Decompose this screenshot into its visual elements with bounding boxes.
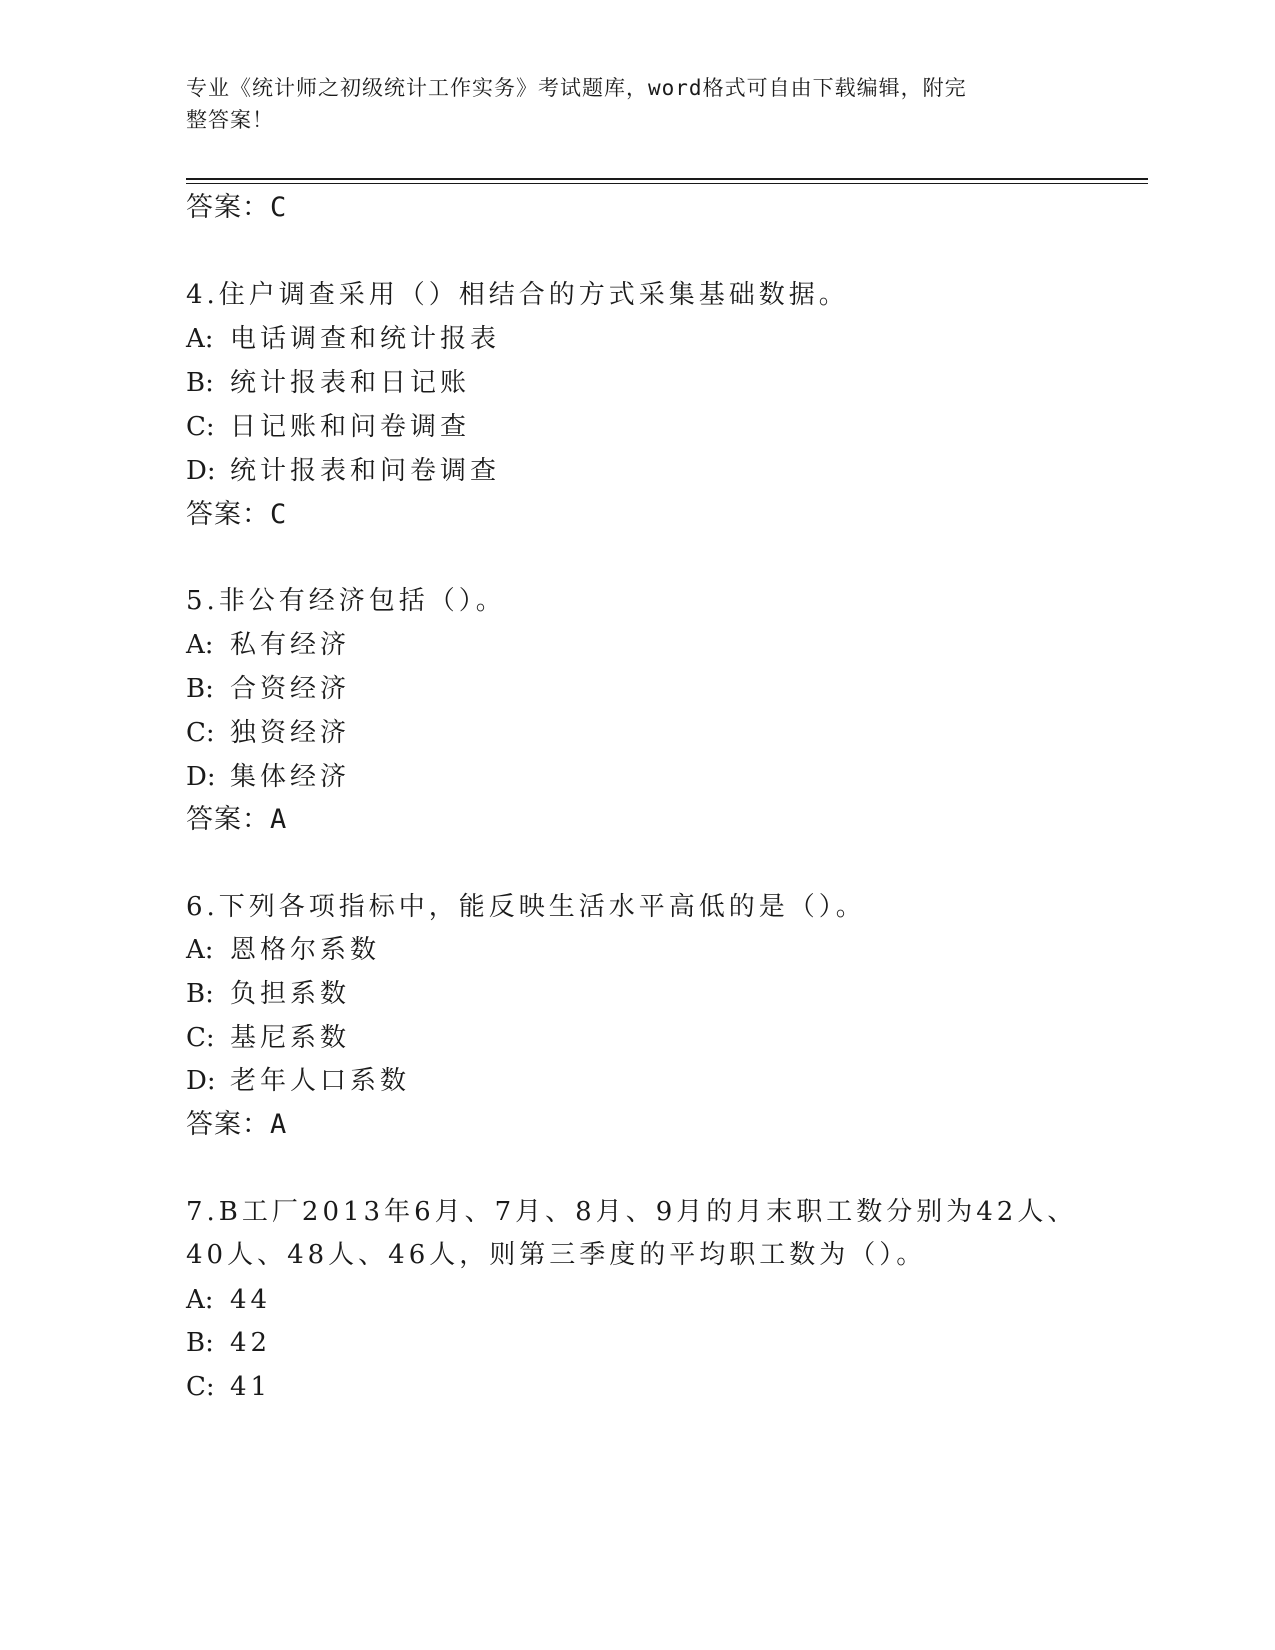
question-7-option-c: [186, 1370, 271, 1404]
question-6-answer: [186, 1108, 286, 1142]
answer-label: 答案：: [186, 192, 270, 223]
question-7-stem-line-2: 40人、48人、46人，则第三季度的平均职工数为（）。: [186, 1240, 927, 1270]
question-4-option-c: [186, 410, 470, 444]
answer-label: 答案：: [186, 804, 270, 835]
option-key: A:: [186, 324, 214, 354]
option-text: 基尼系数: [230, 1023, 351, 1053]
option-text: 统计报表和问卷调查: [230, 456, 501, 486]
option-key: B:: [186, 979, 214, 1009]
option-key: B:: [186, 674, 214, 704]
question-6-option-a: [186, 933, 380, 967]
option-text: 集体经济: [230, 762, 351, 792]
option-text: 合资经济: [230, 674, 351, 704]
option-text: 独资经济: [230, 718, 351, 748]
option-key: D:: [186, 1066, 216, 1096]
option-key: C:: [186, 412, 215, 442]
answer-value: A: [270, 1109, 287, 1140]
option-key: C:: [186, 1023, 215, 1053]
question-6-option-b: [186, 977, 350, 1011]
option-text: 电话调查和统计报表: [230, 324, 501, 354]
option-text: 恩格尔系数: [230, 935, 381, 965]
option-key: D:: [186, 762, 216, 792]
option-text: 42: [230, 1328, 272, 1358]
question-6-option-c: [186, 1021, 350, 1055]
header-rule-thin: [186, 183, 1148, 184]
question-5-option-b: [186, 672, 350, 706]
answer-value: C: [270, 499, 287, 530]
question-6-stem: 6.下列各项指标中，能反映生活水平高低的是（）。: [186, 892, 866, 922]
answer-value: A: [270, 804, 287, 835]
question-5-option-c: [186, 716, 350, 750]
option-text: 负担系数: [230, 979, 351, 1009]
option-key: B:: [186, 368, 214, 398]
question-4-stem: 4.住户调查采用（）相结合的方式采集基础数据。: [186, 280, 849, 310]
question-4-option-b: [186, 366, 470, 400]
option-text: 日记账和问卷调查: [230, 412, 471, 442]
header-line-1: 专业《统计师之初级统计工作实务》考试题库，word格式可自由下载编辑，附完: [186, 76, 967, 100]
question-5-option-a: [186, 628, 350, 662]
question-5-answer: [186, 803, 286, 837]
question-7-option-a: [186, 1283, 271, 1317]
option-key: B:: [186, 1328, 214, 1358]
question-4-option-a: [186, 322, 500, 356]
header-line-2: 整答案！: [186, 108, 274, 132]
answer-value: C: [270, 192, 287, 223]
question-4-option-d: [186, 454, 500, 488]
option-text: 统计报表和日记账: [230, 368, 471, 398]
option-key: C:: [186, 718, 215, 748]
question-7-stem-line-1: 7.B工厂2013年6月、7月、8月、9月的月末职工数分别为42人、: [186, 1197, 1078, 1227]
answer-label: 答案：: [186, 1109, 270, 1140]
question-7-option-b: [186, 1326, 271, 1360]
answer-label: 答案：: [186, 499, 270, 530]
option-key: D:: [186, 456, 216, 486]
answer-line: [186, 191, 286, 225]
option-key: A:: [186, 630, 214, 660]
question-5-option-d: [186, 760, 350, 794]
option-key: A:: [186, 935, 214, 965]
document-header: [186, 72, 1066, 136]
option-key: C:: [186, 1372, 215, 1402]
option-text: 44: [230, 1285, 272, 1315]
question-6-option-d: [186, 1064, 410, 1098]
question-5-stem: 5.非公有经济包括（）。: [186, 586, 506, 616]
option-key: A:: [186, 1285, 214, 1315]
header-rule-thick: [186, 178, 1148, 180]
option-text: 41: [230, 1372, 272, 1402]
option-text: 私有经济: [230, 630, 351, 660]
option-text: 老年人口系数: [230, 1066, 411, 1096]
question-4-answer: [186, 498, 286, 532]
